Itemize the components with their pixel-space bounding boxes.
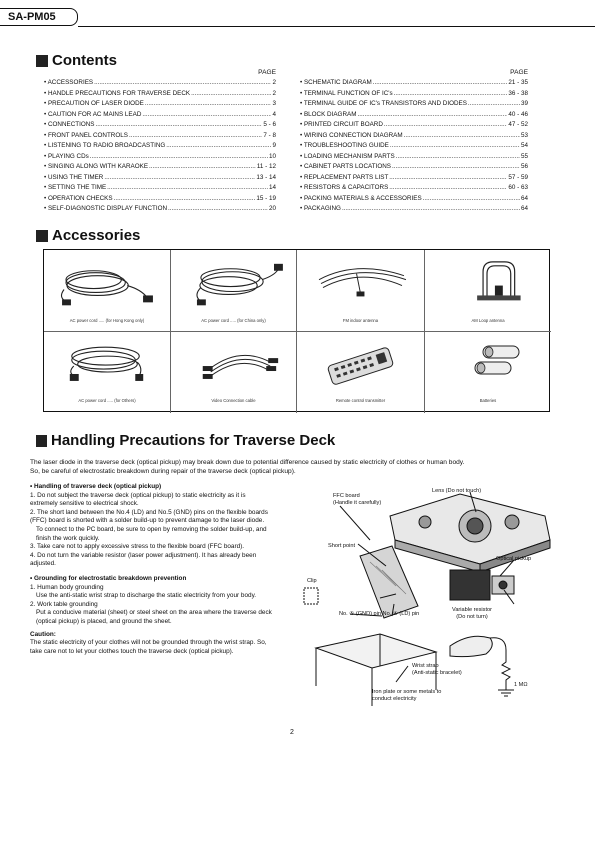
toc-entry-label: • LOADING MECHANISM PARTS bbox=[300, 152, 395, 160]
toc-entry-label: • CAUTION FOR AC MAINS LEAD bbox=[44, 110, 142, 118]
toc-right-list bbox=[300, 78, 528, 215]
pin-labels: No. ⑤ (GND) pin No. ④ (LD) pin bbox=[339, 611, 420, 617]
toc-leader-dots bbox=[384, 120, 507, 131]
toc-leader-dots bbox=[373, 78, 508, 89]
toc-entry bbox=[44, 89, 276, 100]
toc-entry-page: 47 - 52 bbox=[508, 121, 528, 128]
toc-right-column bbox=[300, 68, 528, 215]
clip-label: Clip bbox=[307, 578, 317, 584]
toc-entry-label: • LISTENING TO RADIO BROADCASTING bbox=[44, 142, 166, 149]
paragraph: Use the anti-static wrist strap to discharge the static electricity from your body. bbox=[36, 592, 257, 600]
toc-entry-label: • TROUBLESHOOTING GUIDE bbox=[300, 142, 389, 149]
toc-entry bbox=[300, 204, 528, 215]
accessory-cell bbox=[171, 332, 297, 413]
toc-leader-dots bbox=[142, 110, 271, 121]
paragraph: To connect to the PC board, be sure to open by removing the solder build-up, and finish the work quickly. bbox=[36, 525, 267, 542]
toc-left-column bbox=[44, 68, 276, 215]
intro-line: The laser diode in the traverse deck (optical pickup) may break down due to potential difference caused by static electricity of clothes or human body. bbox=[30, 459, 465, 466]
toc-entry-page: 5 - 6 bbox=[263, 121, 276, 128]
toc-entry bbox=[300, 173, 528, 184]
section-square-icon bbox=[36, 55, 48, 67]
toc-entry-label: • HANDLE PRECAUTIONS FOR TRAVERSE DECK bbox=[44, 89, 191, 97]
accessory-caption: Video Connection cable bbox=[211, 398, 256, 403]
toc-entry-page: 64 bbox=[520, 205, 528, 212]
toc-entry-label: • WIRING CONNECTION DIAGRAM bbox=[300, 131, 403, 139]
optical-pickup-label: Optical pickup bbox=[496, 556, 532, 562]
toc-leader-dots bbox=[149, 162, 256, 173]
toc-entry-label: • PRECAUTION OF LASER DIODE bbox=[44, 100, 144, 107]
toc-entry bbox=[44, 110, 276, 121]
toc-entry bbox=[44, 99, 276, 110]
accessory-caption: AM Loop antenna bbox=[471, 318, 505, 323]
toc-leader-dots bbox=[166, 141, 271, 152]
handling-title-text: Handling Precautions for Traverse Deck bbox=[51, 432, 336, 449]
page-number: 2 bbox=[290, 729, 294, 736]
toc-entry-page: 15 - 19 bbox=[256, 194, 276, 202]
header-rule bbox=[78, 26, 595, 27]
toc-entry bbox=[44, 173, 276, 184]
toc-entry-page: 2 bbox=[272, 89, 276, 97]
toc-leader-dots bbox=[394, 89, 508, 100]
contents-title-text: Contents bbox=[52, 52, 117, 69]
toc-entry-label: • PACKING MATERIALS & ACCESSORIES bbox=[300, 194, 422, 202]
toc-entry-page: 21 - 35 bbox=[508, 79, 528, 86]
toc-entry-label: • ACCESSORIES bbox=[44, 79, 94, 86]
toc-entry-label: • SCHEMATIC DIAGRAM bbox=[300, 79, 372, 86]
accessory-caption: AC power cord ..... (for China only) bbox=[201, 318, 266, 323]
caution-text: The static electricity of your clothes will not be grounded through the wrist strap. So, take care not to let your clothes touch the traverse deck (optical pickup). bbox=[30, 639, 267, 655]
toc-entry-page: 7 - 8 bbox=[263, 131, 276, 139]
contents-title bbox=[36, 52, 117, 69]
short-point-label: Short point bbox=[328, 543, 356, 549]
toc-leader-dots bbox=[95, 120, 262, 131]
toc-leader-dots bbox=[114, 194, 256, 205]
toc-leader-dots bbox=[90, 152, 268, 163]
accessory-cell bbox=[425, 332, 551, 413]
toc-entry-label: • CABINET PARTS LOCATIONS bbox=[300, 163, 391, 170]
intro-line: So, be careful of electrostatic breakdown during repair of the traverse deck (optical pickup). bbox=[30, 468, 296, 476]
toc-entry bbox=[44, 78, 276, 89]
toc-entry bbox=[44, 162, 276, 173]
toc-entry-label: • SETTING THE TIME bbox=[44, 184, 107, 191]
toc-left-list bbox=[44, 78, 276, 215]
toc-entry bbox=[300, 131, 528, 142]
accessory-cell bbox=[297, 250, 425, 332]
toc-entry-label: • SINGING ALONG WITH KARAOKE bbox=[44, 163, 149, 170]
toc-entry bbox=[300, 78, 528, 89]
accessory-cell bbox=[44, 250, 171, 332]
paragraph: 3. Take care not to apply excessive stress to the flexible board (FFC board). bbox=[30, 543, 245, 551]
toc-entry-label: • RESISTORS & CAPACITORS bbox=[300, 184, 389, 191]
toc-entry-page: 4 bbox=[272, 110, 276, 118]
toc-entry bbox=[300, 89, 528, 100]
toc-entry-page: 39 bbox=[520, 100, 528, 107]
section-square-icon bbox=[36, 435, 47, 447]
accessory-caption: AC power cord ..... (for Hong Kong only) bbox=[69, 318, 145, 323]
toc-leader-dots bbox=[145, 99, 272, 110]
toc-entry-label: • CONNECTIONS bbox=[44, 121, 95, 128]
accessory-caption: FM indoor antenna bbox=[342, 318, 379, 323]
toc-entry-label: • FRONT PANEL CONTROLS bbox=[44, 131, 128, 139]
toc-entry bbox=[300, 141, 528, 152]
accessory-caption: Batteries bbox=[479, 398, 497, 403]
toc-leader-dots bbox=[129, 131, 262, 142]
toc-entry bbox=[300, 110, 528, 121]
toc-leader-dots bbox=[191, 89, 271, 100]
toc-leader-dots bbox=[423, 194, 520, 205]
accessories-title-text: Accessories bbox=[52, 227, 141, 244]
toc-entry-page: 40 - 46 bbox=[508, 110, 528, 118]
accessory-cell bbox=[425, 250, 551, 332]
toc-entry bbox=[44, 204, 276, 215]
toc-entry-page: 11 - 12 bbox=[256, 163, 276, 170]
ffc-board-label: FFC board (Handle it carefully) bbox=[333, 493, 382, 506]
handling-text-column bbox=[30, 483, 273, 656]
toc-entry-label: • TERMINAL FUNCTION OF IC's bbox=[300, 89, 393, 97]
variable-resistor-label: Variable resistor (Do not turn) bbox=[452, 607, 492, 620]
toc-leader-dots bbox=[404, 131, 520, 142]
section-square-icon bbox=[36, 230, 48, 242]
toc-entry-label: • REPLACEMENT PARTS LIST bbox=[300, 173, 389, 181]
toc-entry-page: 3 bbox=[272, 100, 276, 107]
toc-leader-dots bbox=[390, 141, 520, 152]
accessory-cell bbox=[44, 332, 171, 413]
toc-entry-page: 60 - 63 bbox=[508, 184, 528, 191]
paragraph: 4. Do not turn the variable resistor (laser power adjustment). It has already been adjusted. bbox=[30, 551, 257, 568]
paragraph: Put a conducive material (sheet) or steel sheet on the area where the traverse deck (optical pickup) is placed, and ground the sheet. bbox=[36, 609, 272, 625]
toc-leader-dots bbox=[168, 204, 268, 215]
toc-entry bbox=[44, 131, 276, 142]
toc-entry-page: 14 bbox=[268, 184, 276, 191]
paragraph: 2. Work table grounding bbox=[30, 600, 98, 608]
model-tab: SA-PM05 bbox=[0, 8, 78, 26]
lens-label: Lens (Do not touch) bbox=[432, 488, 482, 494]
accessories-title bbox=[36, 227, 140, 244]
toc-entry-page: 10 bbox=[268, 152, 276, 160]
toc-leader-dots bbox=[94, 78, 271, 89]
toc-entry-page: 13 - 14 bbox=[256, 173, 276, 181]
toc-entry bbox=[300, 99, 528, 110]
toc-entry-label: • PRINTED CIRCUIT BOARD bbox=[300, 121, 383, 128]
toc-entry-page: 55 bbox=[520, 152, 528, 160]
toc-entry bbox=[300, 120, 528, 131]
toc-entry-page: 2 bbox=[272, 79, 276, 86]
toc-leader-dots bbox=[107, 183, 268, 194]
toc-entry-label: • OPERATION CHECKS bbox=[44, 194, 113, 202]
toc-entry bbox=[44, 120, 276, 131]
toc-entry-page: 57 - 59 bbox=[508, 173, 528, 181]
page-column-label: PAGE bbox=[258, 69, 276, 76]
toc-entry bbox=[300, 152, 528, 163]
accessories-table bbox=[43, 249, 550, 412]
accessory-cell bbox=[297, 332, 425, 413]
paragraph: 1. Do not subject the traverse deck (optical pickup) to static electricity as it is extremely sensitive to electrical shock. bbox=[30, 491, 246, 508]
toc-entry-page: 54 bbox=[520, 142, 528, 149]
page-column-label: PAGE bbox=[510, 69, 528, 76]
toc-entry bbox=[44, 152, 276, 163]
toc-entry-label: • BLOCK DIAGRAM bbox=[300, 110, 357, 118]
toc-leader-dots bbox=[389, 173, 507, 184]
accessory-caption: AC power cord ..... (for Others) bbox=[78, 398, 136, 403]
toc-entry bbox=[300, 162, 528, 173]
toc-entry-label: • PACKAGING bbox=[300, 205, 341, 212]
toc-entry-page: 20 bbox=[268, 205, 276, 212]
toc-leader-dots bbox=[357, 110, 507, 121]
toc-leader-dots bbox=[342, 204, 520, 215]
toc-entry-label: • SELF-DIAGNOSTIC DISPLAY FUNCTION bbox=[44, 205, 168, 212]
accessory-caption: Remote control transmitter bbox=[335, 398, 386, 403]
handling-title bbox=[36, 432, 335, 449]
toc-entry-label: • TERMINAL GUIDE OF IC's TRANSISTORS AND DIODES bbox=[300, 100, 467, 107]
toc-leader-dots bbox=[104, 173, 255, 184]
iron-plate-label: Iron plate or some metals to conduct electricity bbox=[372, 689, 442, 702]
toc-leader-dots bbox=[396, 152, 520, 163]
toc-entry bbox=[300, 194, 528, 205]
caution-heading: Caution: bbox=[30, 630, 56, 638]
toc-entry-page: 53 bbox=[520, 131, 528, 139]
subsection-heading: • Handling of traverse deck (optical pickup) bbox=[30, 483, 162, 490]
toc-leader-dots bbox=[392, 162, 520, 173]
toc-entry-page: 36 - 38 bbox=[508, 89, 528, 97]
toc-entry-page: 9 bbox=[272, 142, 276, 149]
toc-entry-label: • USING THE TIMER bbox=[44, 173, 104, 181]
toc-entry bbox=[44, 183, 276, 194]
wrist-strap-label: Wrist strap (Anti-static bracelet) bbox=[412, 663, 462, 676]
subsection-heading: • Grounding for electrostatic breakdown prevention bbox=[30, 574, 187, 582]
toc-entry bbox=[44, 141, 276, 152]
paragraph: 2. The short land between the No.4 (LD) and No.5 (GND) pins on the flexible boards (FFC) board is shorted with a solder build-up to prevent damage to the laser diode. bbox=[30, 508, 268, 525]
toc-leader-dots bbox=[389, 183, 507, 194]
toc-entry-label: • PLAYING CDs bbox=[44, 152, 89, 160]
toc-leader-dots bbox=[468, 99, 520, 110]
toc-entry bbox=[300, 183, 528, 194]
toc-entry-page: 64 bbox=[520, 194, 528, 202]
toc-entry-page: 56 bbox=[520, 163, 528, 170]
accessory-cell bbox=[171, 250, 297, 332]
handling-intro bbox=[30, 458, 565, 476]
paragraph: 1. Human body grounding bbox=[30, 583, 104, 591]
resistor-value-label: 1 MΩ bbox=[514, 682, 528, 688]
toc-entry bbox=[44, 194, 276, 205]
